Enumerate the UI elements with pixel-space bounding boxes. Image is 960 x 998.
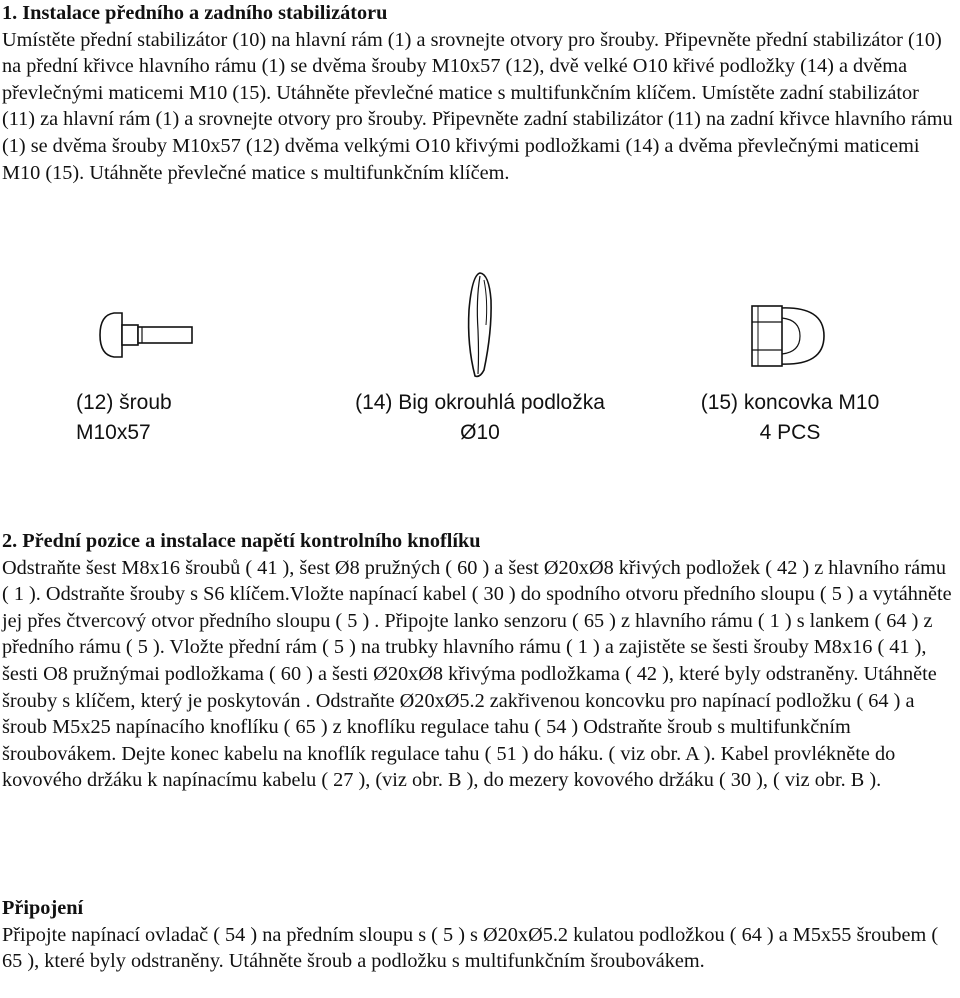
- section-stabilizer: [2, 0, 954, 186]
- curved-washer-icon: [458, 270, 508, 380]
- part-label-cap-nut: [688, 388, 892, 448]
- bolt-icon: [96, 310, 196, 360]
- part-label-line2: 4 PCS: [759, 421, 821, 444]
- section-paragraph: Umístěte přední stabilizátor (10) na hlavní rám (1) a srovnejte otvory pro šrouby. Připevněte přední stabilizátor (10) na přední křivce hlavního rámu (1) se dvěma šrouby M10x57 (12), dvě velké O10 křivé podložky (14) a dvěma převlečnými maticemi M10 (15). Utáhněte převlečné matice s multifunkčním klíčem. Umístěte zadní stabilizátor (11) za hlavní rám (1) a srovnejte otvory pro šrouby. Připevněte zadní stabilizátor (11) na zadní křivce hlavního rámu (1) se dvěma šrouby M10x57 (12) dvěma velkými O10 křivými podložkami (14) a dvěma převlečnými maticemi M10 (15). Utáhněte převlečné matice s multifunkčním klíčem.: [2, 28, 953, 184]
- section-heading: 1. Instalace předního a zadního stabilizátoru: [2, 2, 388, 24]
- part-label-line1: (14) Big okrouhlá podložka: [355, 391, 605, 414]
- part-label-line1: (15) koncovka M10: [700, 391, 880, 414]
- section-heading: Připojení: [2, 897, 84, 919]
- section-paragraph: Připojte napínací ovladač ( 54 ) na předním sloupu s ( 5 ) s Ø20xØ5.2 kulatou podložkou ( 64 ) a M5x55 šroubem ( 65 ), které byly odstraněny. Utáhněte šroub a podložku s multifunkčním šroubovákem.: [2, 923, 939, 973]
- section-connection: [2, 895, 954, 975]
- part-label-line1: (12) šroub: [76, 391, 172, 414]
- part-label-line2: M10x57: [76, 421, 151, 444]
- section-tension-knob: [2, 528, 954, 794]
- section-heading: 2. Přední pozice a instalace napětí kontrolního knoflíku: [2, 530, 481, 552]
- part-label-line2: Ø10: [460, 421, 500, 444]
- part-label-washer: [338, 388, 622, 448]
- parts-figure: [0, 270, 960, 450]
- cap-nut-icon: [748, 300, 828, 372]
- section-paragraph: Odstraňte šest M8x16 šroubů ( 41 ), šest Ø8 pružných ( 60 ) a šest Ø20xØ8 křivých podložek ( 42 ) z hlavního rámu ( 1 ). Odstraňte šrouby s S6 klíčem.Vložte napínací kabel ( 30 ) do spodního otvoru předního sloupu ( 5 ) a vytáhněte jej přes čtvercový otvor předního sloupu ( 5 ) . Připojte lanko senzoru ( 65 ) z hlavního rámu ( 1 ) s lankem ( 64 ) z předního rámu ( 5 ). Vložte přední rám ( 5 ) na trubky hlavního rámu ( 1 ) a zajistěte se šesti šrouby M8x16 ( 41 ), šesti O8 pružnýmai podložkama ( 60 ) a šesti Ø20xØ8 křivýma podložkama ( 42 ), které byly odstraněny. Utáhněte šrouby s klíčem, který je poskytován . Odstraňte Ø20xØ5.2 zakřivenou koncovku pro napínací podložku ( 64 ) a šroub M5x25 napínacího knoflíku ( 65 ) z knoflíku regulace tahu ( 54 ) Odstraňte šroub s multifunkčním šroubovákem. Dejte konec kabelu na knoflík regulace tahu ( 51 ) do háku. ( viz obr. A ). Kabel provlékněte do kovového držáku k napínacímu kabelu ( 27 ), (viz obr. B ), do mezery kovového držáku ( 30 ), ( viz obr. B ).: [2, 556, 952, 792]
- part-label-bolt: [76, 388, 172, 448]
